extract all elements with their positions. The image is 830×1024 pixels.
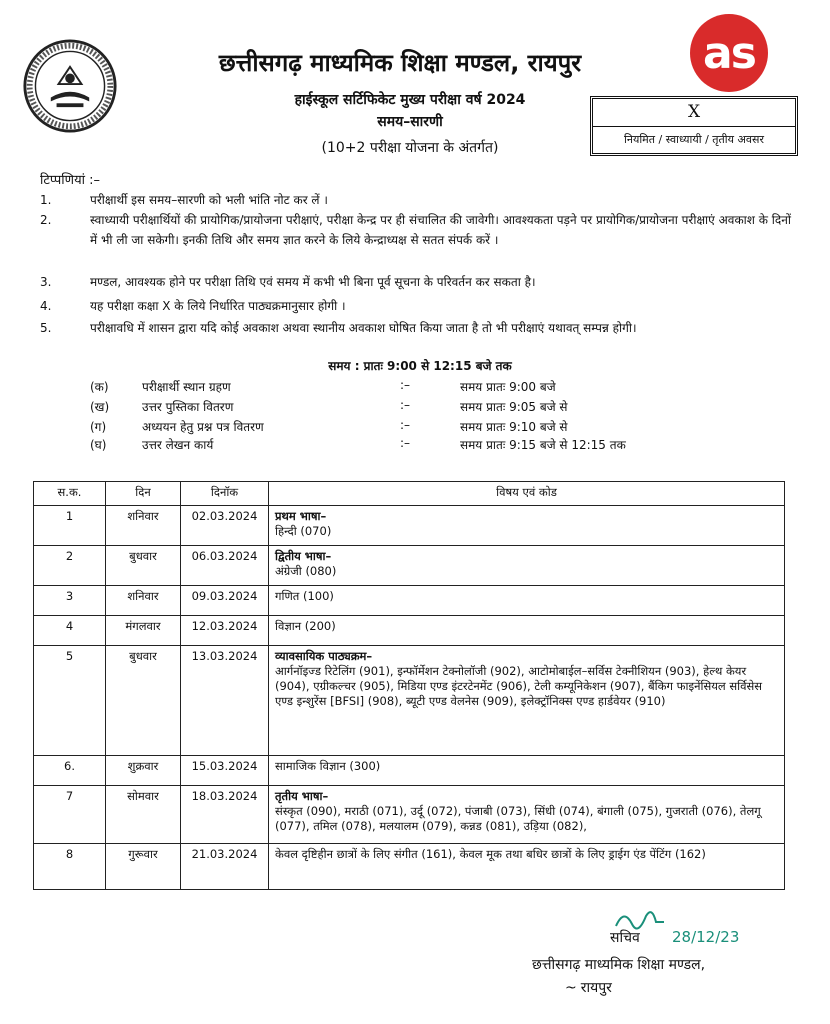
table-row: 7 सोमवार 18.03.2024 तृतीय भाषा– संस्कृत (090), मराठी (071), उर्दू (072), पंजाबी (073), सिंधी (074), बंगाली (075), गुजराती (076), तेलगू (077), तमिल (078), मलयालम (079), कन्नड (081), उड़िया (082), [34, 786, 785, 844]
as-brand-logo: as [690, 14, 768, 92]
exam-title: हाईस्कूल सर्टिफिकेट मुख्य परीक्षा वर्ष 2024 [294, 92, 526, 108]
note-item: 4. यह परीक्षा कक्षा X के लिये निर्धारित पाठ्यक्रमानुसार होगी । [40, 299, 346, 313]
timing-row: (क) परीक्षार्थी स्थान ग्रहण :– समय प्रातः 9:00 बजे [90, 378, 556, 394]
col-sn: स.क. [34, 482, 106, 506]
col-date: दिनॉक [181, 482, 269, 506]
table-header-row [34, 482, 785, 506]
col-subject: विषय एवं कोड [269, 482, 785, 506]
col-day: दिन [106, 482, 181, 506]
designation: सचिव [610, 930, 640, 946]
office-city: ~ रायपुर [565, 980, 612, 996]
timetable [33, 481, 785, 890]
timing-row: (ख) उत्तर पुस्तिका वितरण :– समय प्रातः 9:05 बजे से [90, 398, 568, 414]
note-item: 2. स्वाध्यायी परीक्षार्थियों की प्रायोगिक/प्रायोजना परीक्षाएं, परीक्षा केन्द्र पर ही संचालित की जावेगी। आवश्यकता पड़ने पर प्रायोगिक/प्रायोजना परीक्षाएं अवकाश के दिनों में भी ली जा सकेगी। इनकी तिथि और समय ज्ञात करने के लिये केन्द्राध्यक्ष से सतत संपर्क करें । [40, 213, 792, 247]
doc-type: समय–सारणी [377, 114, 443, 130]
exam-category: नियमित / स्वाध्यायी / तृतीय अवसर [624, 133, 764, 146]
note-item: 1. परीक्षार्थी इस समय–सारणी को भली भांति नोट कर लें । [40, 193, 328, 207]
board-seal-emblem [22, 38, 118, 134]
board-title: छत्तीसगढ़ माध्यमिक शिक्षा मण्डल, रायपुर [218, 49, 582, 77]
table-row: 3 शनिवार 09.03.2024 गणित (100) [34, 586, 785, 616]
note-item: 5. परीक्षावधि में शासन द्वारा यदि कोई अवकाश अथवा स्थानीय अवकाश घोषित किया जाता है तो भी परीक्षाएं यथावत् सम्पन्न होगी। [40, 321, 637, 335]
class-label: X [593, 99, 795, 127]
table-row: 8 गुरूवार 21.03.2024 केवल दृष्टिहीन छात्रों के लिए संगीत (161), केवल मूक तथा बधिर छात्रों के लिए ड्राईग एंड पेंटिंग (162) [34, 844, 785, 890]
office-name: छत्तीसगढ़ माध्यमिक शिक्षा मण्डल, [532, 957, 706, 973]
table-row: 4 मंगलवार 12.03.2024 विज्ञान (200) [34, 616, 785, 646]
timing-row: (ग) अध्ययन हेतु प्रश्न पत्र वितरण :– समय प्रातः 9:10 बजे से [90, 418, 568, 434]
table-row: 2 बुधवार 06.03.2024 द्वितीय भाषा– अंग्रेजी (080) [34, 546, 785, 586]
table-row: 6. शुक्रवार 15.03.2024 सामाजिक विज्ञान (300) [34, 756, 785, 786]
class-box [590, 96, 798, 156]
table-row: 1 शनिवार 02.03.2024 प्रथम भाषा– हिन्दी (070) [34, 506, 785, 546]
timing-row: (घ) उत्तर लेखन कार्य :– समय प्रातः 9:15 बजे से 12:15 तक [90, 436, 626, 452]
table-row: 5 बुधवार 13.03.2024 व्यावसायिक पाठ्यक्रम– आर्गनॉइज्ड रिटेलिंग (901), इन्फॉर्मेशन टेक्नोलॉजी (902), आटोमोबाईल–सर्विस टेक्नीशियन (903), हेल्थ केयर (904), एग्रीकल्चर (905), मिडिया एण्ड इंटरटेनमेंट (906), टेली कम्यूनिकेशन (907), बैंकिग फाइनेंसियल सर्विसेस एण्ड इन्शुरेंस [BFSI] (908), ब्यूटी एण्ड वेलनेस (909), इलेक्ट्रॉनिक्स एण्ड हार्डवेयर (910) [34, 646, 785, 756]
note-item: 3. मण्डल, आवश्यक होने पर परीक्षा तिथि एवं समय में कभी भी बिना पूर्व सूचना के परिवर्तन कर सकता है। [40, 275, 536, 289]
timing-heading: समय : प्रातः 9:00 से 12:15 बजे तक [328, 359, 512, 373]
notes-heading: टिप्पणियां :– [40, 173, 100, 188]
signature-date: 28/12/23 [672, 928, 740, 946]
exam-scheme: (10+2 परीक्षा योजना के अंतर्गत) [321, 140, 499, 156]
